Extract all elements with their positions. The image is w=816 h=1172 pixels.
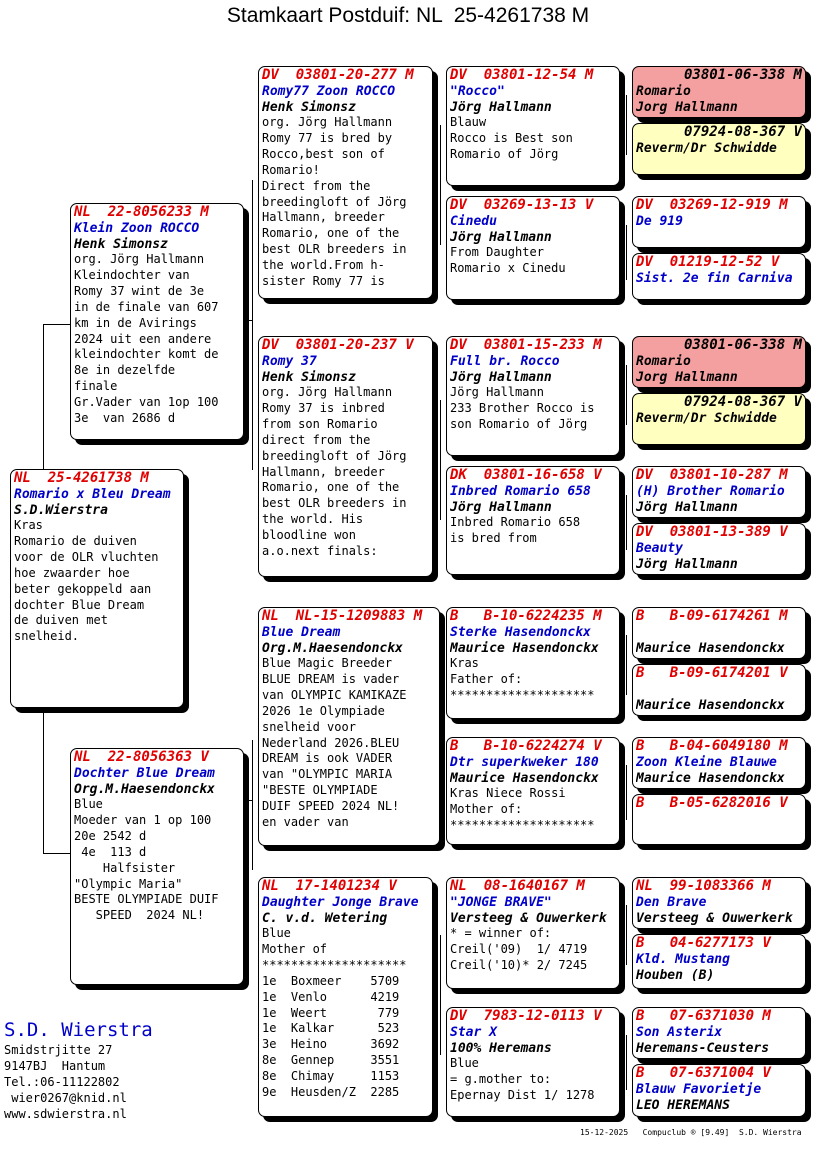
connector-line [626, 365, 627, 425]
ancestor-card[interactable] [632, 336, 806, 388]
pigeon-name: Sterke Hasendonckx [450, 625, 591, 640]
pigeon-name: Star X [450, 1025, 497, 1040]
great-grandparent-card[interactable] [446, 336, 620, 456]
owner-phone: Tel.:06-11122802 [4, 1075, 120, 1089]
ring-number: 07924-08-367 V [683, 124, 802, 140]
info-line: Father of: [450, 671, 523, 686]
pigeon-name [636, 682, 802, 698]
grandparent-card[interactable] [258, 607, 440, 846]
pigeon-name: "Rocco" [450, 84, 505, 99]
ring-number: DV 03801-15-233 M [450, 337, 602, 353]
owner-address: Smidstrjitte 27 [4, 1043, 113, 1057]
pigeon-name: (H) Brother Romario [636, 484, 785, 499]
breeder-name: Jörg Hallmann [636, 556, 738, 572]
info-line: Halfsister [74, 860, 176, 875]
connector-line [626, 225, 627, 280]
info-line: en vader van [262, 815, 349, 830]
info-line: Blue [74, 797, 103, 811]
info-line: Gr.Vader van 1op 100 [74, 395, 219, 410]
info-line: kleindochter komt de [74, 347, 219, 362]
ring-number: NL NL-15-1209883 M [262, 608, 423, 624]
pigeon-name: Romy 37 [262, 354, 317, 369]
info-line: Kras [14, 518, 43, 532]
info-line: SPEED 2024 NL! [74, 908, 205, 923]
info-line: sister Romy 77 is [262, 274, 385, 289]
info-line: 2026 1e Olympiade [262, 703, 385, 718]
ring-number: B B-04-6049180 M [636, 738, 788, 754]
ring-number: DV 03801-12-54 M [450, 67, 594, 83]
info-line: 4e 113 d [74, 844, 147, 859]
pigeon-name: "JONGE BRAVE" [450, 895, 552, 910]
ring-number: 03801-06-338 M [683, 67, 802, 83]
pigeon-name: Cinedu [450, 214, 497, 229]
info-line: son Romario of Jörg [450, 416, 588, 431]
connector-line [252, 740, 253, 870]
info-line: Inbred Romario 658 [450, 515, 581, 529]
info-line: ******************** [262, 957, 407, 972]
ring-number: 03801-06-338 M [683, 337, 802, 353]
connector-line [440, 125, 441, 245]
owner-name: S.D. Wierstra [4, 1019, 153, 1041]
info-line: * = winner of: [450, 926, 552, 940]
owner-info [4, 1018, 153, 1122]
ring-number: NL 99-1083366 M [636, 878, 771, 894]
info-line: 20e 2542 d [74, 828, 147, 843]
ancestor-card[interactable] [632, 737, 806, 789]
info-line: Blue [450, 1056, 479, 1070]
info-line: Kras Niece Rossi [450, 786, 566, 800]
info-line: snelheid voor [262, 719, 356, 734]
pigeon-name: Reverm/Dr Schwidde [636, 141, 777, 156]
info-line: breedingloft of Jörg [262, 448, 407, 463]
breeder-name: Henk Simonsz [262, 369, 356, 385]
pigeon-name: Kld. Mustang [636, 952, 730, 967]
info-line: Romario, one of the [262, 226, 400, 241]
info-line: = g.mother to: [450, 1071, 552, 1086]
breeder-name: Jörg Hallmann [450, 369, 552, 385]
ring-number: DV 03801-20-237 V [262, 337, 414, 353]
ring-number: NL 08-1640167 M [450, 878, 585, 894]
ring-number: B B-05-6282016 V [636, 795, 788, 811]
pigeon-name: Blue Dream [262, 625, 341, 640]
ring-number: DV 01219-12-52 V [636, 254, 780, 270]
pigeon-name: Romario x Bleu Dream [14, 487, 171, 502]
connector-line [440, 665, 441, 785]
info-line: Hallmann, breeder [262, 464, 385, 479]
pigeon-name [636, 625, 802, 641]
info-line: breedingloft of Jörg [262, 194, 407, 209]
pigeon-name: Sist. 2e fin Carniva [636, 271, 793, 286]
connector-line [626, 95, 627, 155]
ancestor-card[interactable] [632, 123, 806, 175]
info-line: 1e Kalkar 523 [262, 1021, 400, 1036]
ring-number: NL 25-4261738 M [14, 470, 149, 486]
connector-line [245, 320, 253, 321]
ring-number: 07924-08-367 V [683, 394, 802, 410]
pigeon-name: Inbred Romario 658 [450, 484, 591, 499]
owner-city: 9147BJ Hantum [4, 1059, 106, 1073]
info-line: Mother of: [450, 801, 523, 816]
breeder-name: Henk Simonsz [74, 236, 168, 252]
grandparent-card[interactable] [258, 877, 433, 1117]
info-line: dochter Blue Dream [14, 597, 145, 612]
info-line: org. Jörg Hallmann [262, 385, 393, 399]
breeder-name: Jorg Hallmann [636, 99, 738, 115]
breeder-name: Jörg Hallmann [450, 99, 552, 115]
ring-number: B 04-6277173 V [636, 935, 771, 951]
pigeon-name: Full br. Rocco [450, 354, 560, 369]
page-title: Stamkaart Postduif: NL 25-4261738 M [226, 4, 590, 27]
info-line: the world. His [262, 512, 364, 527]
info-line: Rocco,best son of [262, 146, 385, 161]
info-line: Hallmann, breeder [262, 210, 385, 225]
owner-email: wier0267@knid.nl [4, 1091, 127, 1105]
info-line: "BESTE OLYMPIADE [262, 783, 378, 798]
ancestor-card[interactable] [632, 253, 806, 300]
breeder-name: Maurice Hasendonckx [636, 697, 785, 713]
info-line: 8e Gennep 3551 [262, 1053, 400, 1068]
info-line: the world.From h- [262, 258, 385, 273]
ring-number: DV 03801-20-277 M [262, 67, 414, 83]
connector-line [626, 905, 627, 965]
great-grandparent-card[interactable] [446, 737, 620, 845]
info-line: Romy 77 is bred by [262, 130, 393, 145]
ancestor-card[interactable] [632, 877, 806, 929]
breeder-name: Maurice Hasendonckx [450, 770, 599, 786]
ring-number: DV 7983-12-0113 V [450, 1008, 602, 1024]
ancestor-card[interactable] [632, 523, 806, 575]
breeder-name: Henk Simonsz [262, 99, 356, 115]
footer-text: 15-12-2025 Compuclub ® [9.49] S.D. Wierstra [580, 1128, 802, 1137]
connector-line [43, 324, 70, 325]
ancestor-card[interactable] [632, 794, 806, 845]
great-grandparent-card[interactable] [446, 466, 620, 575]
connector-line [440, 935, 441, 1055]
info-line: van OLYMPIC KAMIKAZE [262, 687, 407, 702]
ring-number: DK 03801-16-658 V [450, 467, 602, 483]
info-line: From Daughter [450, 245, 544, 259]
info-line: Romario x Cinedu [450, 260, 566, 275]
info-line: org. Jörg Hallmann [74, 252, 205, 266]
info-line: 1e Boxmeer 5709 [262, 973, 400, 988]
ancestor-card[interactable] [632, 196, 806, 248]
info-line: 233 Brother Rocco is [450, 400, 595, 415]
pigeon-name: Daughter Jonge Brave [262, 895, 419, 910]
info-line: de duiven met [14, 613, 108, 628]
ancestor-card[interactable] [632, 1007, 806, 1059]
info-line: Kras [450, 656, 479, 670]
connector-line [440, 400, 441, 520]
breeder-name: Versteeg & Ouwerkerk [450, 910, 607, 926]
ancestor-card[interactable] [632, 466, 806, 518]
info-line: org. Jörg Hallmann [262, 115, 393, 129]
info-line: best OLR breeders in [262, 496, 407, 511]
info-line: 8e Chimay 1153 [262, 1069, 400, 1084]
great-grandparent-card[interactable] [446, 66, 620, 186]
ancestor-card[interactable] [632, 934, 806, 989]
info-line: Blauw [450, 115, 487, 129]
info-line: BESTE OLYMPIADE DUIF [74, 892, 219, 907]
breeder-name: Maurice Hasendonckx [450, 640, 599, 656]
connector-line [626, 1035, 627, 1090]
pigeon-name: Blauw Favorietje [636, 1082, 762, 1097]
pigeon-name: Beauty [636, 541, 683, 556]
connector-line [626, 635, 627, 695]
info-line: Nederland 2026.BLEU [262, 735, 400, 750]
ring-number: B 07-6371004 V [636, 1065, 771, 1081]
info-line: DUIF SPEED 2024 NL! [262, 799, 400, 814]
info-line: Romario! [262, 162, 320, 177]
info-line: 8e in dezelfde [74, 363, 176, 378]
father-card[interactable] [70, 203, 244, 440]
info-line: DREAM is ook VADER [262, 751, 393, 766]
info-line: Jörg Hallmann [450, 385, 544, 399]
pigeon-name: Den Brave [636, 895, 707, 910]
pigeon-name: Son Asterix [636, 1025, 723, 1040]
info-line: "Olympic Maria" [74, 876, 183, 891]
info-line: 9e Heusden/Z 2285 [262, 1085, 400, 1100]
breeder-name: C. v.d. Wetering [262, 910, 388, 926]
info-line: hoe zwaarder hoe [14, 565, 130, 580]
grandparent-card[interactable] [258, 336, 433, 577]
info-line: Creil('10)* 2/ 7245 [450, 957, 588, 972]
pigeon-name: Dtr superkweker 180 [450, 755, 599, 770]
grandparent-card[interactable] [258, 66, 433, 299]
pigeon-name: Klein Zoon ROCCO [74, 221, 200, 236]
ring-number: DV 03269-13-13 V [450, 197, 594, 213]
breeder-name: Jörg Hallmann [450, 499, 552, 515]
info-line: Rocco is Best son [450, 130, 573, 145]
info-line: finale [74, 379, 118, 394]
ring-number: B B-09-6174261 M [636, 608, 788, 624]
breeder-name: Org.M.Haesendonckx [262, 640, 403, 656]
ring-number: DV 03269-12-919 M [636, 197, 788, 213]
info-line: Creil('09) 1/ 4719 [450, 941, 588, 956]
info-line: a.o.next finals: [262, 544, 378, 559]
breeder-name: Houben (B) [636, 967, 715, 983]
info-line: 1e Weert 779 [262, 1005, 400, 1020]
info-line: Romario of Jörg [450, 146, 559, 161]
pigeon-name: Romario [636, 84, 691, 99]
breeder-name: Jörg Hallmann [450, 229, 552, 245]
ancestor-card[interactable] [632, 66, 806, 118]
ring-number: B B-09-6174201 V [636, 665, 788, 681]
breeder-name: Maurice Hasendonckx [636, 640, 785, 656]
breeder-name: Jorg Hallmann [636, 369, 738, 385]
ring-number: NL 22-8056233 M [74, 204, 209, 220]
mother-card[interactable] [70, 748, 244, 985]
breeder-name: LEO HEREMANS [636, 1097, 730, 1113]
ancestor-card[interactable] [632, 1064, 806, 1117]
breeder-name: S.D.Wierstra [14, 502, 108, 518]
ring-number: B B-10-6224235 M [450, 608, 602, 624]
info-line: ******************** [450, 817, 595, 832]
ring-number: NL 17-1401234 V [262, 878, 397, 894]
ring-number: B B-10-6224274 V [450, 738, 602, 754]
great-grandparent-card[interactable] [446, 607, 620, 719]
breeder-name: Versteeg & Ouwerkerk [636, 910, 793, 926]
info-line: Epernay Dist 1/ 1278 [450, 1087, 595, 1102]
info-line: beter gekoppeld aan [14, 581, 152, 596]
info-line: in de finale van 607 [74, 299, 219, 314]
breeder-name: 100% Heremans [450, 1040, 552, 1056]
pigeon-card[interactable] [10, 469, 184, 708]
info-line: Kleindochter van [74, 267, 190, 282]
info-line: Mother of [262, 941, 328, 956]
info-line: bloodline won [262, 528, 356, 543]
pigeon-name: De 919 [636, 214, 683, 229]
ancestor-card[interactable] [632, 393, 806, 445]
info-line: is bred from [450, 530, 537, 545]
ring-number: NL 22-8056363 V [74, 749, 209, 765]
connector-line [626, 765, 627, 820]
info-line: Romario de duiven [14, 533, 137, 548]
info-line: Moeder van 1 op 100 [74, 812, 212, 827]
owner-website: www.sdwierstra.nl [4, 1107, 127, 1121]
info-line: BLUE DREAM is vader [262, 671, 400, 686]
ring-number: DV 03801-13-389 V [636, 524, 788, 540]
breeder-name: Jörg Hallmann [636, 499, 738, 515]
info-line: km in de Avirings [74, 315, 197, 330]
ancestor-card[interactable] [632, 607, 806, 659]
ring-number: DV 03801-10-287 M [636, 467, 788, 483]
info-line: best OLR breeders in [262, 242, 407, 257]
info-line: from son Romario [262, 416, 378, 431]
great-grandparent-card[interactable] [446, 877, 620, 989]
pigeon-name: Zoon Kleine Blauwe [636, 755, 777, 770]
info-line: ******************** [450, 687, 595, 702]
breeder-name: Org.M.Haesendonckx [74, 781, 215, 797]
info-line: 1e Venlo 4219 [262, 989, 400, 1004]
pigeon-name: Romy77 Zoon ROCCO [262, 84, 396, 99]
info-line: Blue [262, 926, 291, 940]
info-line: voor de OLR vluchten [14, 549, 159, 564]
info-line: Romario, one of the [262, 480, 400, 495]
ring-number: B 07-6371030 M [636, 1008, 771, 1024]
info-line: Romy 37 is inbred [262, 400, 385, 415]
info-line: direct from the [262, 432, 371, 447]
info-line: van "OLYMPIC MARIA [262, 767, 393, 782]
great-grandparent-card[interactable] [446, 1007, 620, 1117]
info-line: 2024 uit een andere [74, 331, 212, 346]
breeder-name: Maurice Hasendonckx [636, 770, 785, 786]
info-line: 3e Heino 3692 [262, 1037, 400, 1052]
info-line: snelheid. [14, 629, 80, 644]
info-line: Direct from the [262, 178, 371, 193]
great-grandparent-card[interactable] [446, 196, 620, 300]
connector-line [626, 495, 627, 550]
info-line: Romy 37 wint de 3e [74, 283, 205, 298]
info-line: 3e van 2686 d [74, 411, 176, 426]
connector-line [43, 853, 70, 854]
pigeon-name: Romario [636, 354, 691, 369]
pigeon-name: Reverm/Dr Schwidde [636, 411, 777, 426]
breeder-name: Heremans-Ceusters [636, 1040, 770, 1056]
pigeon-name: Dochter Blue Dream [74, 766, 215, 781]
info-line: Blue Magic Breeder [262, 656, 393, 670]
connector-line [245, 800, 253, 801]
ancestor-card[interactable] [632, 664, 806, 716]
connector-line [252, 180, 253, 470]
